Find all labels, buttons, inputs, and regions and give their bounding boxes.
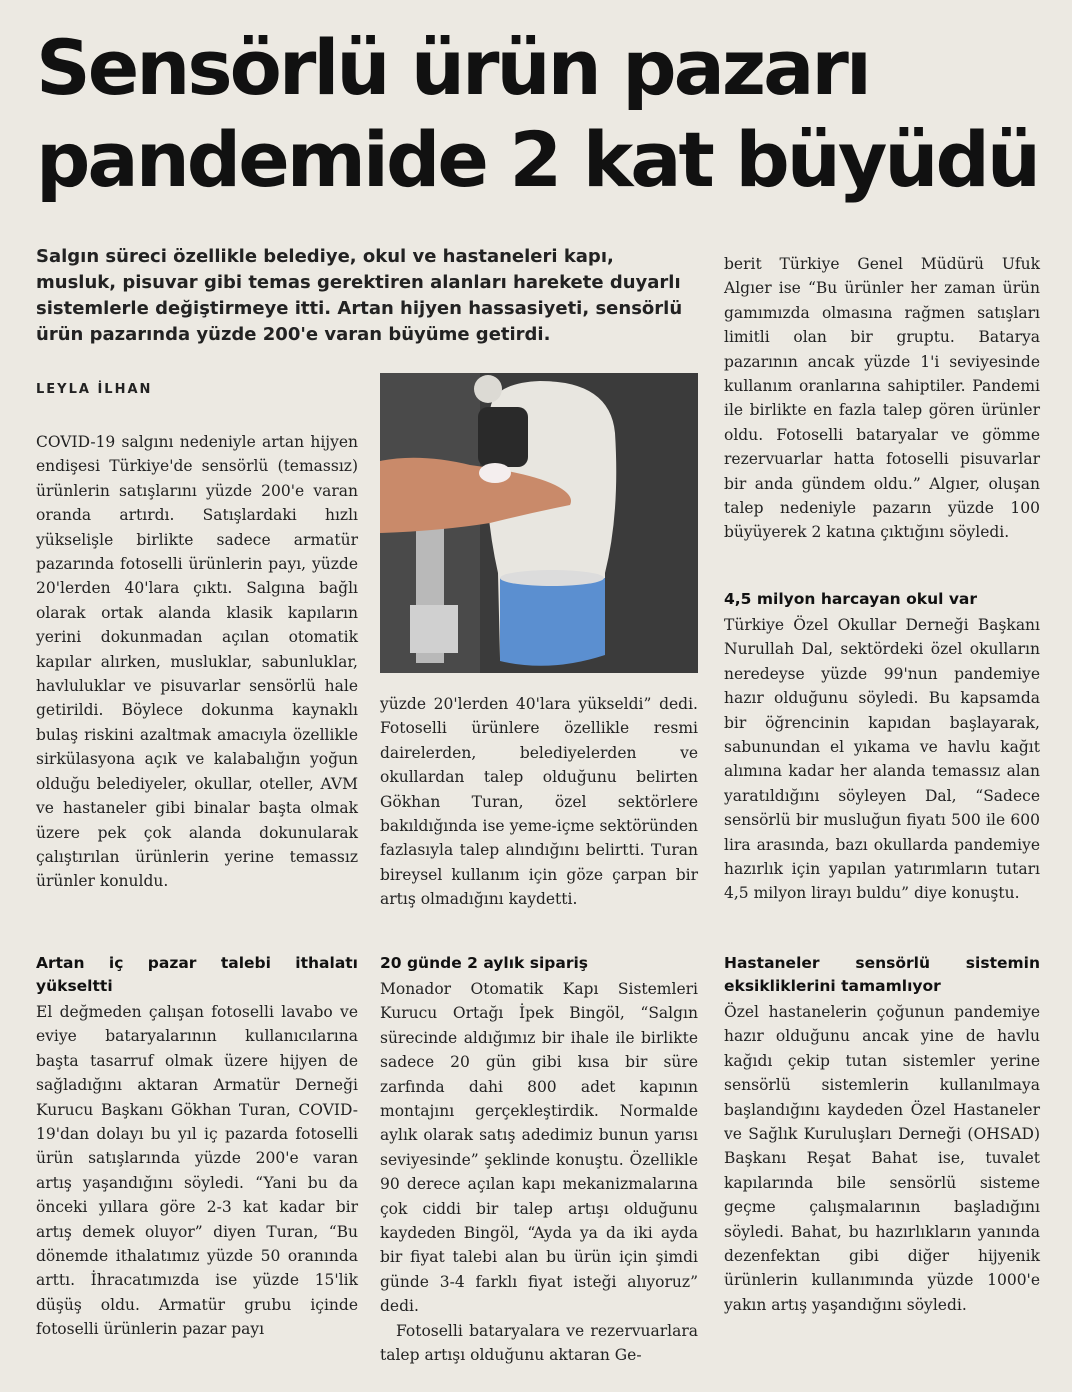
subheading: 4,5 milyon harcayan okul var <box>724 590 978 608</box>
lede: Salgın süreci özellikle belediye, okul ve hastaneleri kapı, musluk, pisuvar gibi temas gerektiren alanları harekete duyarlı sistemlerle değiştirmeye itti. Artan hijyen hassasiyeti, sensörlü ürün pazarında yüzde 200'e varan büyüme getirdi. <box>36 246 683 345</box>
dispenser-illustration <box>380 373 698 673</box>
column-3-section-1 <box>724 588 1040 906</box>
paragraph: El değmeden çalışan fotoselli lavabo ve eviye bataryalarının kullanıcılarına başta tasarruf olmak üzere hijyen de sağladığını aktaran Armatür Derneği Kurucu Başkanı Gökhan Turan, COVID-19'dan dolayı bu yıl iç pazarda fotoselli ürün satışlarında yüzde 200'e varan artış yaşandığını söyledi. “Yani bu da önceki yıllara göre 2-3 kat kadar bir artış demek oluyor” diyen Turan, “Bu dönemde ithalatımız yüzde 50 oranında arttı. İhracatımızda ise yüzde 15'lik düşüş oldu. Armatür grubu içinde fotoselli ürünlerin pazar payı <box>36 1003 358 1339</box>
subheading: Hastaneler sensörlü sistemin eksikliklerini tamamlıyor <box>724 954 1040 995</box>
column-2-top <box>380 692 698 912</box>
paragraph: Monador Otomatik Kapı Sistemleri Kurucu Ortağı İpek Bingöl, “Salgın sürecinde aldığımız bir ihale ile birlikte sadece 20 gün gibi kısa bir süre zarfında dahi 800 adet kapının montajını gerçekleştirdik. Normalde aylık olarak satış adedimiz bunun yarısı seviyesinde” şeklinde konuştu. Özellikle 90 derece açılan kapı mekanizmalarına çok ciddi bir talep artışı olduğunu kaydeden Bingöl, “Ayda ya da iki ayda bir fiyat talebi alan bu ürün için şimdi günde 3-4 farklı fiyat isteği alıyoruz” dedi. <box>380 980 698 1316</box>
subheading: Artan iç pazar talebi ithalatı yükseltti <box>36 954 358 995</box>
column-2-section <box>380 952 698 1368</box>
column-3-top <box>724 252 1040 545</box>
headline-line-1: Sensörlü ürün pazarı <box>36 23 869 112</box>
paragraph: berit Türkiye Genel Müdürü Ufuk Algıer ise “Bu ürünler her zaman ürün gamımızda olmasına rağmen satışları limitli olan bir gruptu. Batarya pazarının ancak yüzde 1'i seviyesinde kullanım oranlarına sahiptiler. Pandemi ile birlikte en fazla talep gören ürünler oldu. Fotoselli bataryalar ve gömme rezervuarlar hatta fotoselli pisuvarlar bir anda gündem oldu.” Algıer, oluşan talep nedeniyle pazarın yüzde 100 büyüyerek 2 katına çıktığını söyledi. <box>724 255 1040 542</box>
paragraph: Türkiye Özel Okullar Derneği Başkanı Nurullah Dal, sektördeki özel okulların neredeyse yüzde 99'nun pandemiye hazır olduğunu söyledi. Bu kapsamda bir öğrencinin kapıdan başlayarak, sabunundan el yıkama ve havlu kağıt alımına kadar her alanda temassız alan yaratıldığını söyleyen Dal, “Sadece sensörlü bir musluğun fiyatı 500 ile 600 lira arasında, bazı okullarda pandemiye hazırlık için yapılan yatırımların tutarı 4,5 milyon lirayı buldu” diye konuştu. <box>724 616 1040 903</box>
subheading: 20 günde 2 aylık sipariş <box>380 954 589 972</box>
photo-soap-dispenser <box>380 373 698 673</box>
headline-line-2: pandemide 2 kat büyüdü <box>36 115 1039 204</box>
byline: LEYLA İLHAN <box>36 382 153 397</box>
paragraph: COVID-19 salgını nedeniyle artan hijyen endişesi Türkiye'de sensörlü (temassız) ürünlerin satışlarını yüzde 200'e varan oranda artırdı. Satışlardaki hızlı yükselişle birlikte sadece armatür pazarında fotoselli ürünlerin payı, yüzde 20'lerden 40'lara çıktı. Salgına bağlı olarak ortak alanda klasik kapıların yerini dokunmadan açılan otomatik kapılar alırken, musluklar, sabunluklar, havluluklar ve pisuvarlar sensörlü hale getirildi. Böylece dokunma kaynaklı bulaş riskini azaltmak amacıyla özellikle sirkülasyona açık ve kalabalığın yoğun olduğu belediyeler, okullar, oteller, AVM ve hastaneler gibi binalar başta olmak üzere pek çok alanda dokunularak çalıştırılan ürünlerin yerine temassız ürünler konuldu. <box>36 433 358 891</box>
paragraph: Özel hastanelerin çoğunun pandemiye hazır olduğunu ancak yine de havlu kağıdı çekip tutan sistemler yerine sensörlü sistemlerin kullanılmaya başlandığını kaydeden Özel Hastaneler ve Sağlık Kuruluşları Derneği (OHSAD) Başkanı Reşat Bahat ise, tuvalet kapılarında bile sensörlü sisteme geçme çalışmalarının başladığını söyledi. Bahat, bu hazırlıkların yanında dezenfektan gibi diğer hijyenik ürünlerin kullanımında yüzde 1000'e yakın artış yaşandığını söyledi. <box>724 1003 1040 1314</box>
headline <box>36 22 1046 206</box>
column-1-intro <box>36 430 358 894</box>
column-1-section <box>36 952 358 1342</box>
column-3-section-2 <box>724 952 1040 1317</box>
paragraph: yüzde 20'lerden 40'lara yükseldi” dedi. Fotoselli ürünlere özellikle resmi dairelerden, belediyelerden ve okullardan talep olduğunu belirten Gökhan Turan, özel sektörlere bakıldığında ise yeme-içme sektöründen fazlasıyla talep alındığını belirtti. Turan bireysel kullanım için göze çarpan bir artış olmadığını kaydetti. <box>380 695 698 909</box>
paragraph: Fotoselli bataryalara ve rezervuarlara talep artışı olduğunu aktaran Ge- <box>380 1321 698 1365</box>
